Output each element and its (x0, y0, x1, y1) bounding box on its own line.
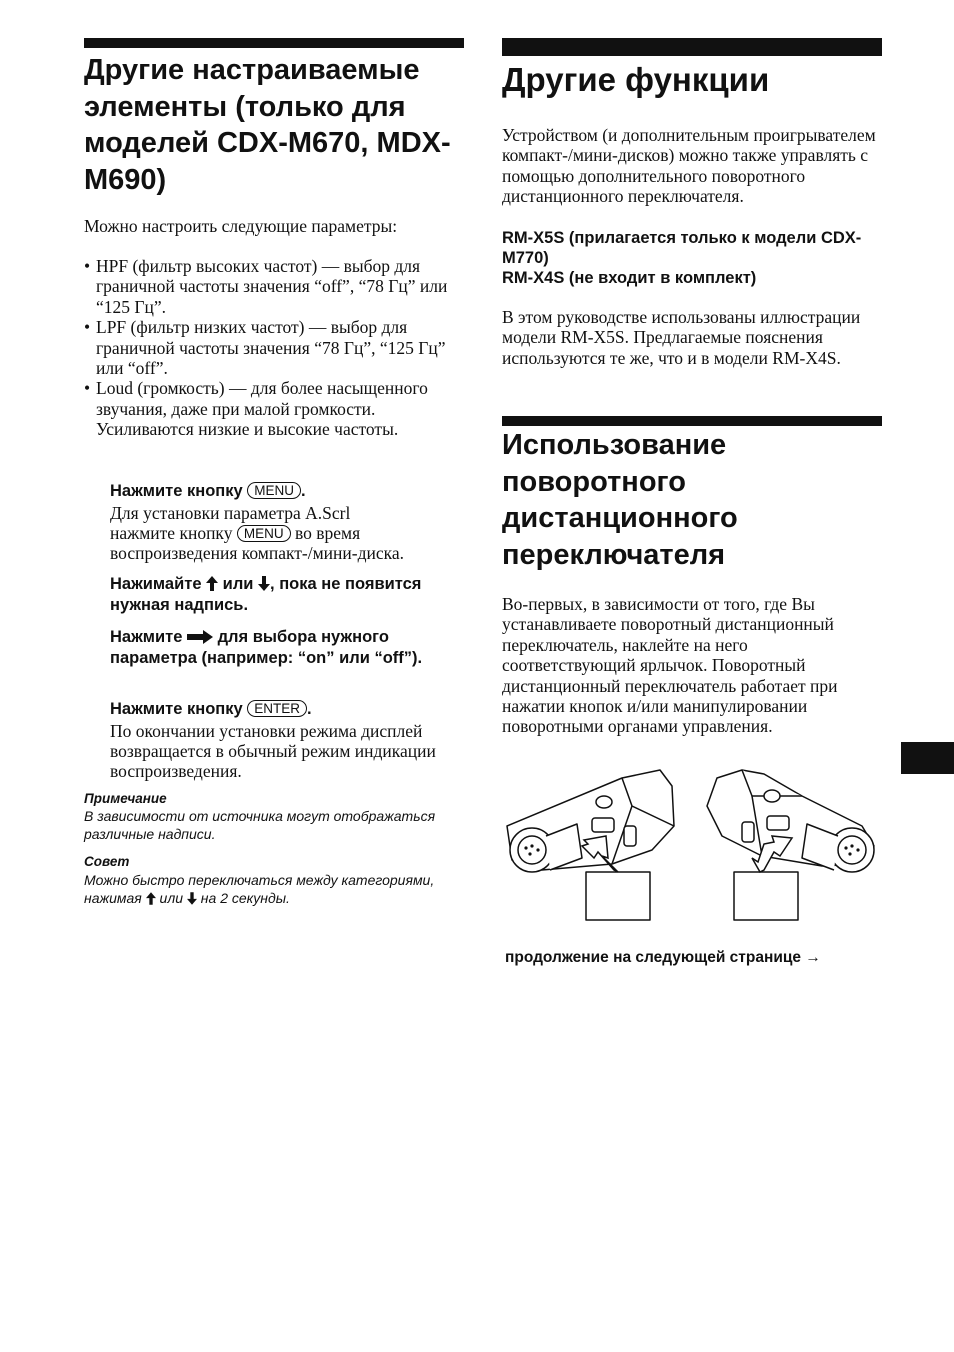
arrow-right-icon (187, 630, 213, 644)
illustration-note: В этом руководстве использованы иллюстрации модели RM-X5S. Предлагаемые пояснения используются те же, что и в модели RM-X4S. (502, 307, 861, 368)
heading-rotary-commander: Использование поворотного дистанционного переключателя (502, 429, 738, 571)
arrow-up-icon (146, 892, 156, 905)
heading-custom-items: Другие настраиваемые элементы (только для моделей CDX-M670, MDX-M690) (84, 54, 451, 196)
list-item: • HPF (фильтр высоких частот) — выбор для граничной частоты значения “off”, “78 Гц” или “125 Гц”. (84, 256, 466, 317)
rotary-commander-illustration (502, 766, 884, 924)
section-rule-right-2 (502, 416, 882, 426)
heading-other-functions: Другие функции (502, 61, 770, 98)
arrow-up-icon (206, 576, 218, 591)
note-heading: Примечание (84, 791, 167, 806)
step-1-title: Нажмите кнопку (110, 482, 248, 500)
step-2: Нажимайте или , пока не появится нужная надпись. (110, 575, 422, 614)
enter-key: ENTER (247, 700, 307, 717)
step-4: Нажмите кнопку ENTER . По окончании установки режима дисплей возвращается в обычный режим индикации воспроизведения. (110, 699, 470, 782)
arrow-down-icon (258, 576, 270, 591)
continued-next-page: продолжение на следующей странице → (505, 949, 821, 966)
list-item: • LPF (фильтр низких частот) — выбор для граничной частоты значения “78 Гц”, “125 Гц” или “off”. (84, 317, 466, 378)
tip-text: Можно быстро переключаться между категориями, нажимая или на 2 секунды. (84, 872, 435, 906)
list-item: • Loud (громкость) — для более насыщенного звучания, даже при малой громкости. Усиливаются низкие и высокие частоты. (84, 378, 466, 439)
section-tab-marker (901, 742, 954, 774)
model-rm-x5s: RM-X5S (прилагается только к модели CDX-M770) (502, 229, 862, 267)
step-1-body-line1: Для установки параметра A.Scrl (110, 502, 351, 523)
arrow-down-icon (187, 892, 197, 905)
model-rm-x4s: RM-X4S (не входит в комплект) (502, 269, 757, 287)
menu-key: MENU (247, 482, 301, 499)
step-3: Нажмите для выбора нужного параметра (например: “on” или “off”). (110, 628, 423, 667)
rotary-description: Во-первых, в зависимости от того, где Вы устанавливаете поворотный дистанционный переключатель, наклейте на него соответствующий ярлычок. Поворотный дистанционный переключатель работает при нажатии кнопок и/или манипулировании поворотными органами управления. (502, 594, 838, 737)
menu-key: MENU (237, 525, 291, 542)
section-rule-left (84, 38, 464, 48)
parameter-list (84, 256, 466, 440)
note-text: В зависимости от источника могут отображаться различные надписи. (84, 808, 436, 842)
intro-text: Устройством (и дополнительным проигрывателем компакт-/мини-дисков) можно также управлять с помощью дополнительного поворотного дистанционного переключателя. (502, 125, 876, 207)
step-1: Нажмите кнопку MENU . Для установки параметра A.Scrl нажмите кнопку MENU во время воспроизведения компакт-/мини-диска. (110, 481, 470, 564)
step-4-body: По окончании установки режима дисплей возвращается в обычный режим индикации воспроизведения. (110, 720, 436, 782)
intro-text: Можно настроить следующие параметры: (84, 216, 398, 236)
section-rule-right (502, 38, 882, 56)
tip-heading: Совет (84, 854, 130, 869)
